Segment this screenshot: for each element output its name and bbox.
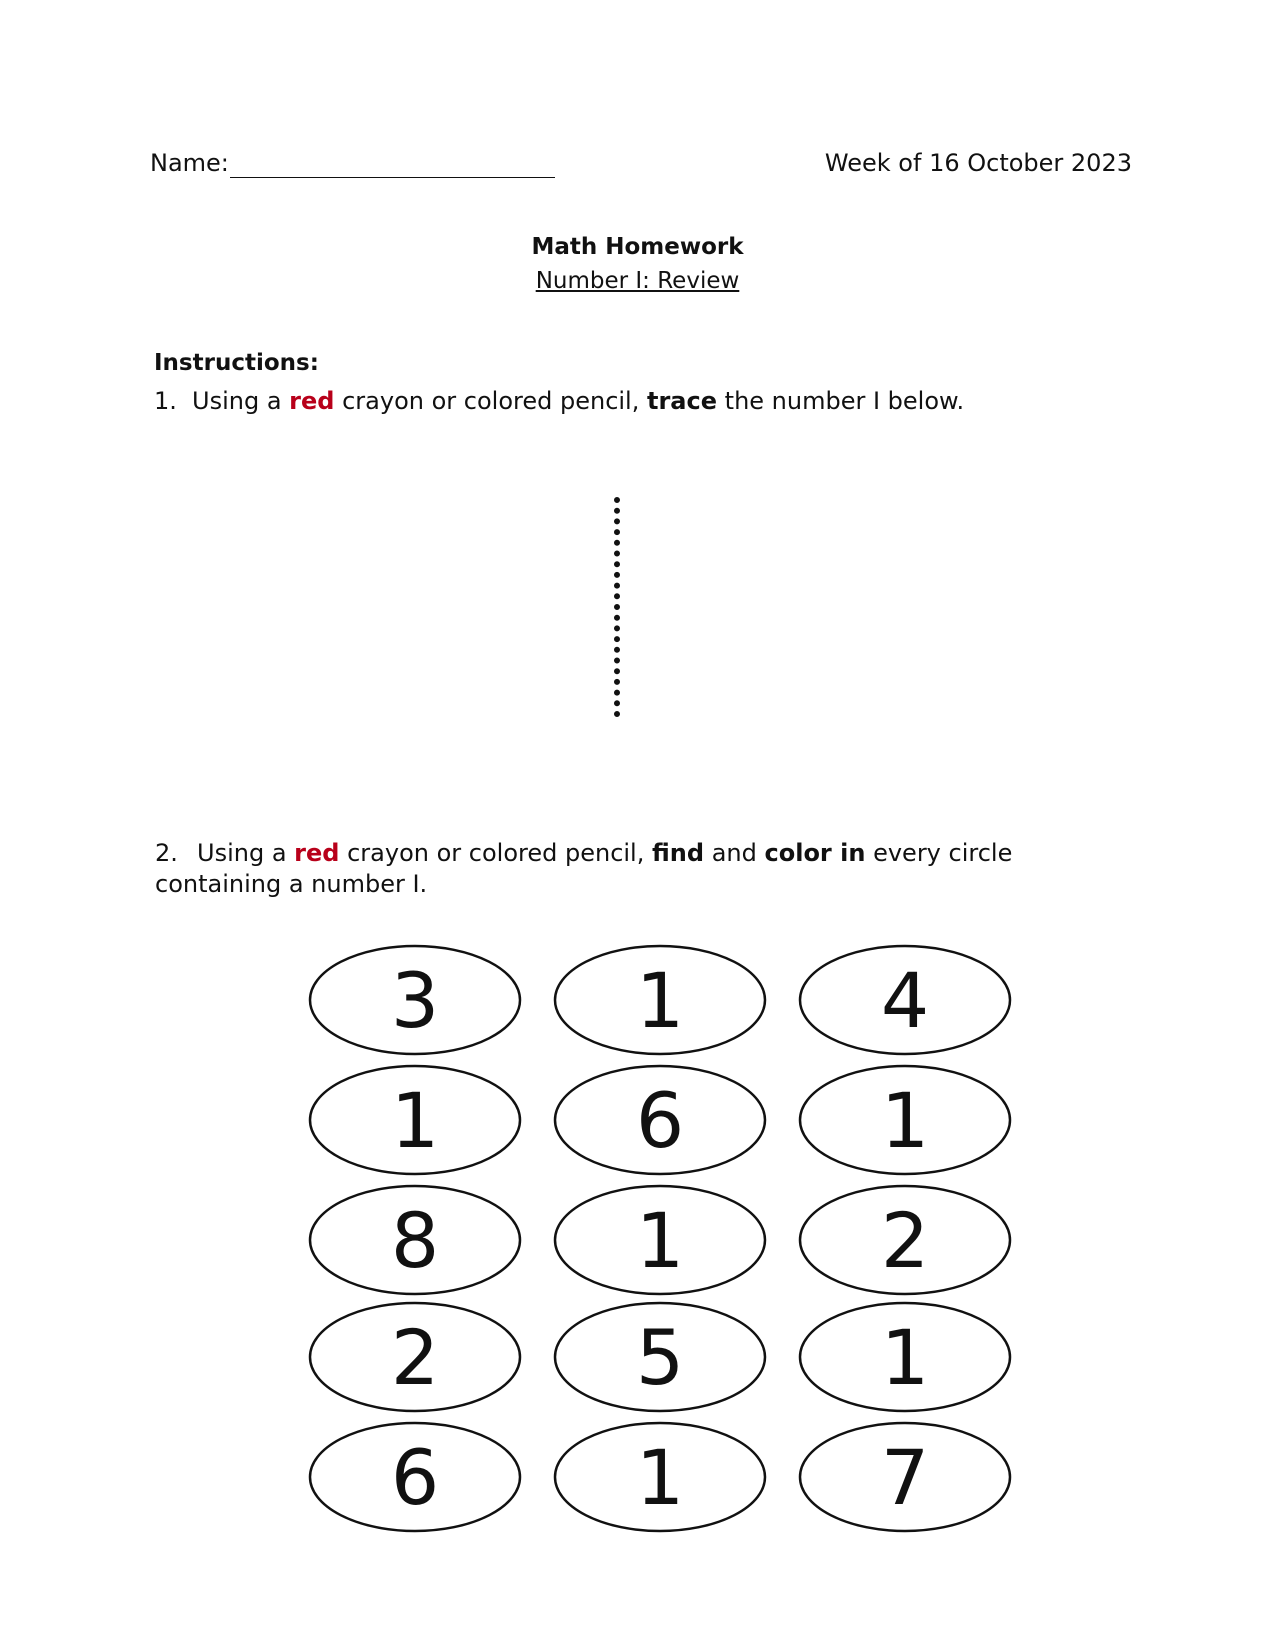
circle-digit: 7 [880,1433,930,1522]
number-circle[interactable] [310,1066,520,1174]
step-text: the number I below. [724,387,965,415]
step-text: Using a [192,387,282,415]
circle-digit: 1 [880,1313,930,1402]
emphasis-red-word: red [294,839,340,867]
circle-digit: 5 [635,1313,685,1402]
circle-digit: 1 [635,1196,685,1285]
number-circle[interactable] [800,946,1010,1054]
emphasis-bold-word: color in [764,839,866,867]
emphasis-bold-word: find [652,839,705,867]
instructions-heading: Instructions: [154,350,319,376]
step-text: every circle containing a number I. [155,839,1013,898]
number-circle[interactable] [310,1186,520,1294]
number-circle[interactable] [555,946,765,1054]
step-number: 1. [154,387,177,415]
emphasis-bold-word: trace [647,387,718,415]
number-circle[interactable] [310,946,520,1054]
step-text: Using a [197,839,287,867]
number-circle[interactable] [800,1423,1010,1531]
number-circle[interactable] [555,1303,765,1411]
name-blank-line[interactable] [230,177,555,178]
subtitle-text: Number I: Review [535,268,740,294]
page-title: Math Homework [531,234,744,260]
number-circle[interactable] [555,1186,765,1294]
number-circle[interactable] [555,1423,765,1531]
circle-digit: 1 [880,1076,930,1165]
number-circle[interactable] [310,1303,520,1411]
instruction-step-1 [154,386,964,417]
name-label: Name: [150,149,229,177]
page-subtitle [0,268,1275,294]
circle-digit: 1 [635,956,685,1045]
circle-digit: 4 [880,956,930,1045]
step-text: crayon or colored pencil, [347,839,645,867]
number-circle[interactable] [800,1066,1010,1174]
step-text: crayon or colored pencil, [342,387,640,415]
number-circle[interactable] [800,1186,1010,1294]
number-circle[interactable] [800,1303,1010,1411]
circle-digit: 2 [880,1196,930,1285]
number-circle-grid [305,935,1030,1540]
circle-digit: 8 [390,1196,440,1285]
circle-digit: 2 [390,1313,440,1402]
number-circle[interactable] [310,1423,520,1531]
circle-digit: 6 [635,1076,685,1165]
instruction-step-2 [155,838,1145,900]
step-text: and [711,839,757,867]
circle-digit: 3 [390,956,440,1045]
number-circle[interactable] [555,1066,765,1174]
week-label: Week of 16 October 2023 [824,149,1132,177]
circle-digit: 1 [635,1433,685,1522]
circle-digit: 6 [390,1433,440,1522]
emphasis-red-word: red [289,387,335,415]
circle-digit: 1 [390,1076,440,1165]
step-number: 2. [155,839,178,867]
dotted-trace-number-1[interactable] [610,496,624,718]
